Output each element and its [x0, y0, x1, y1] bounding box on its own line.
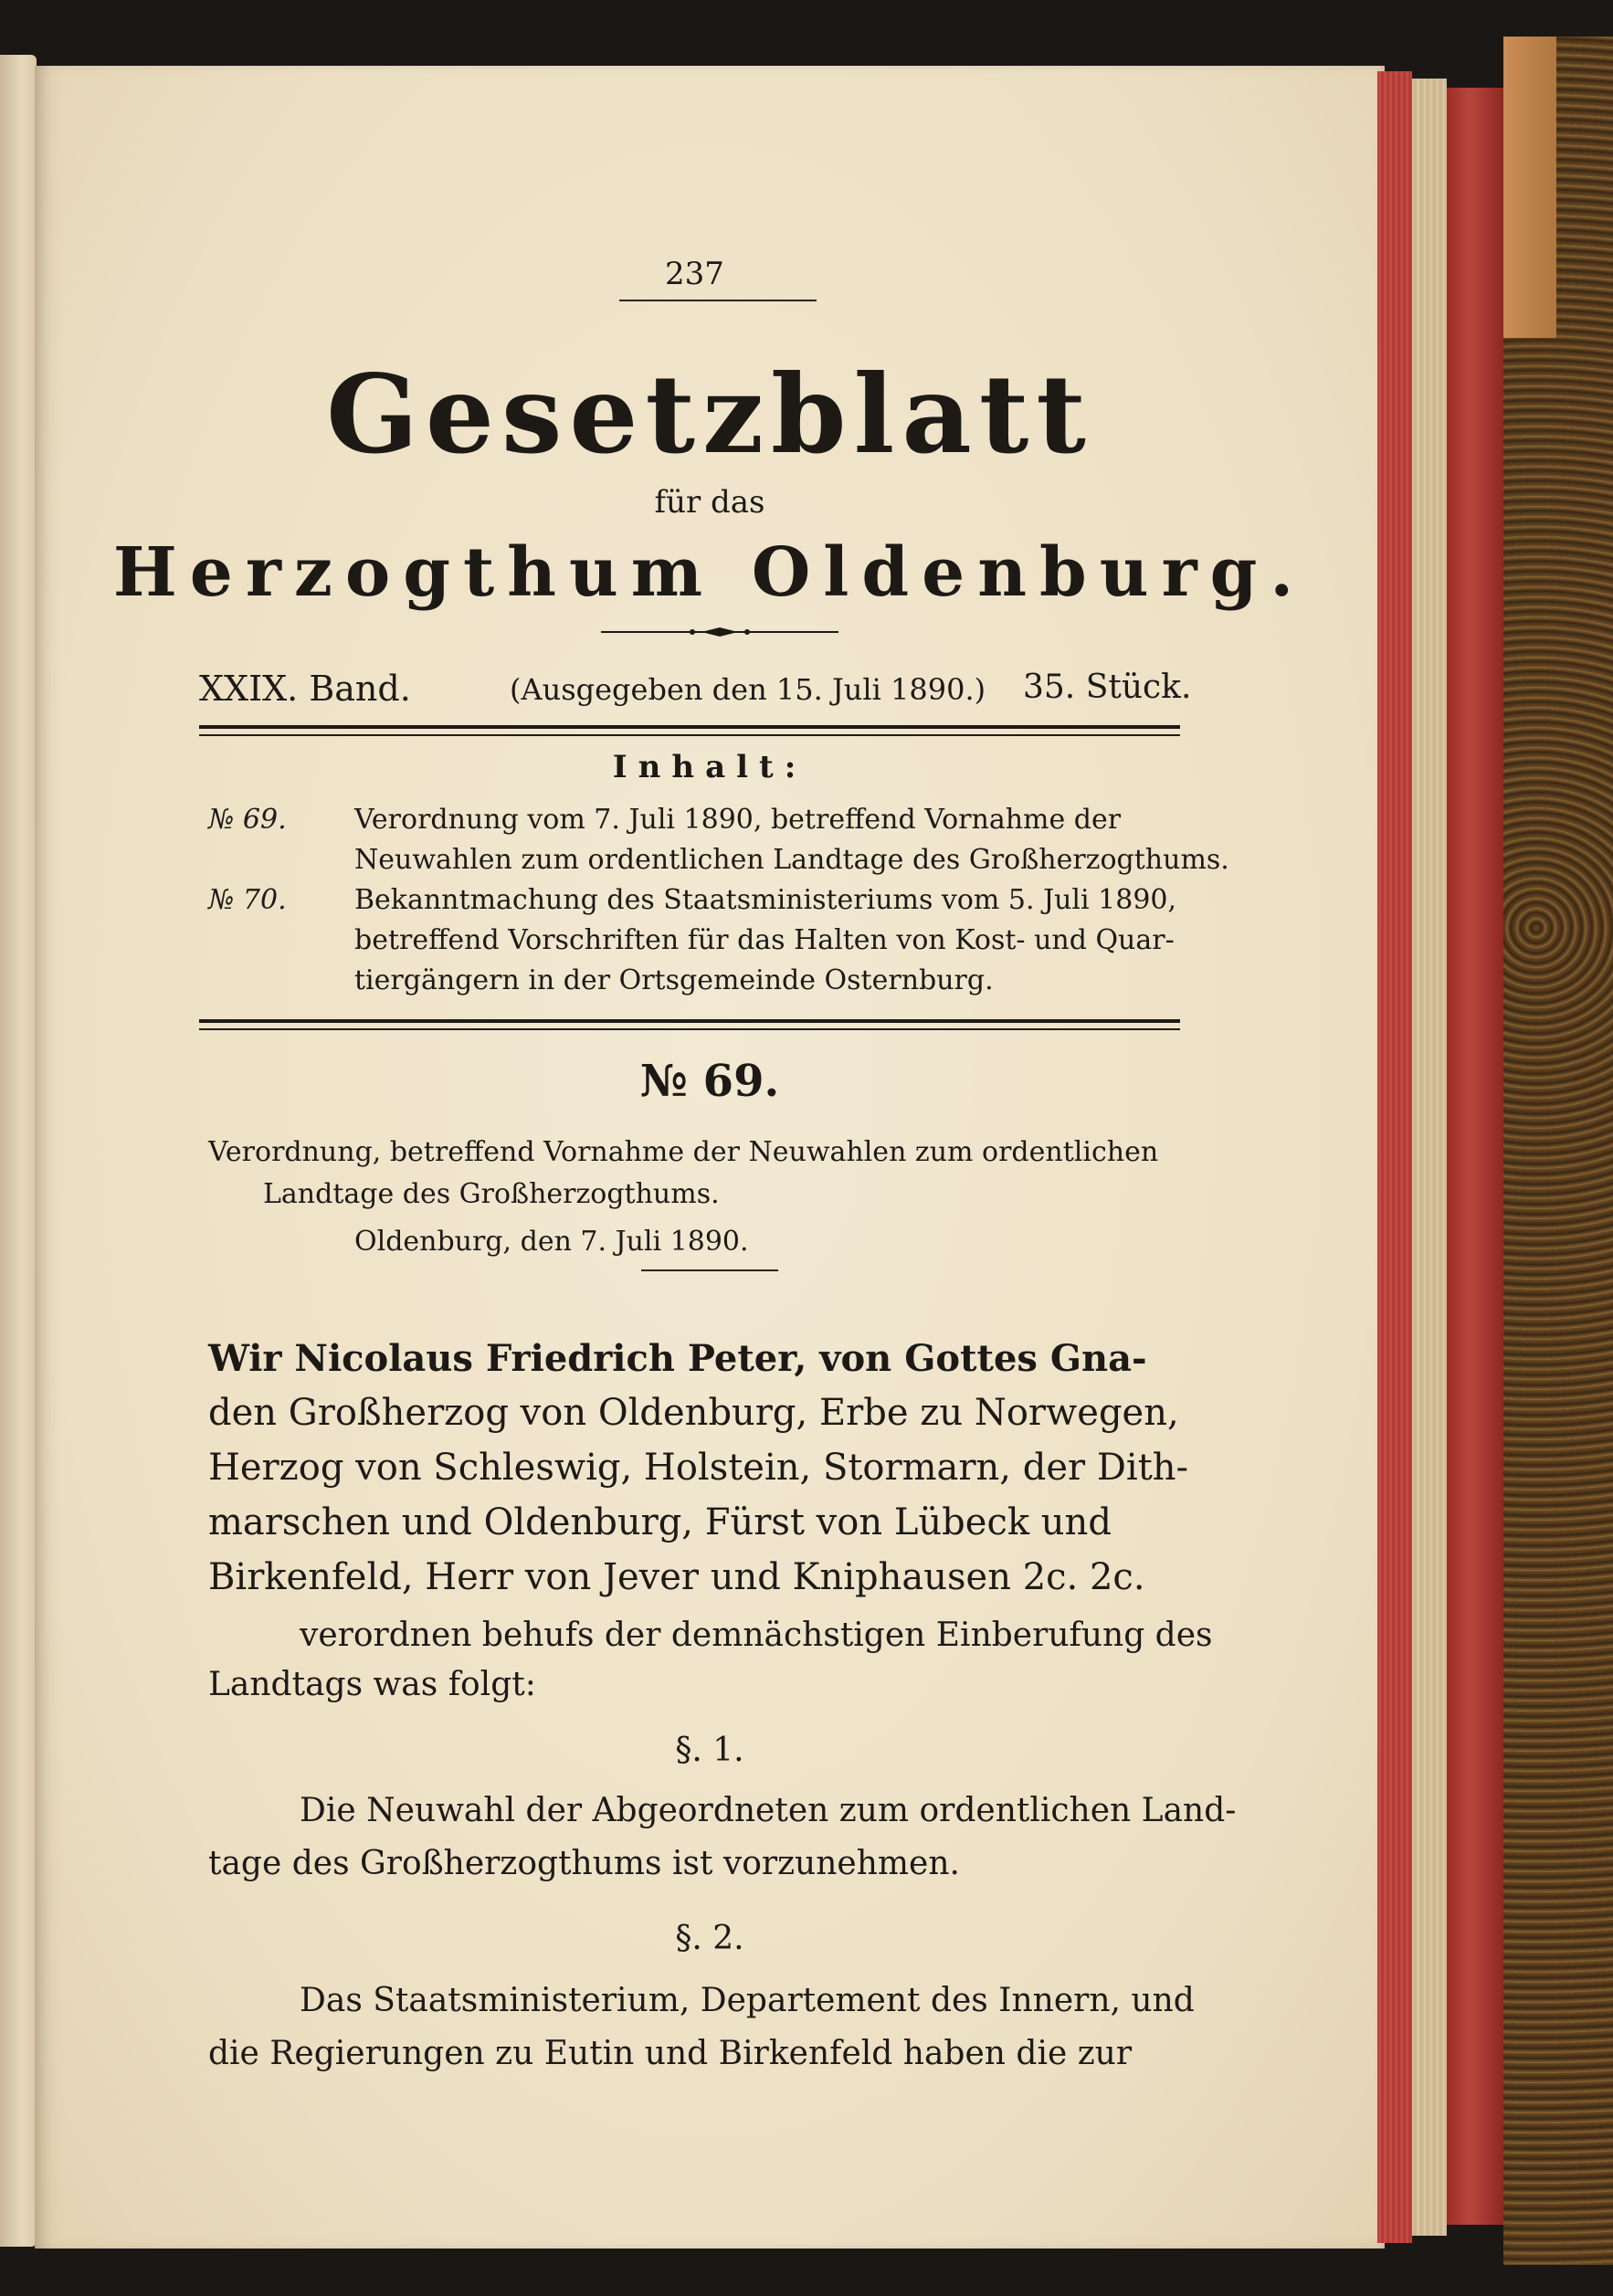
- book-cover-corner: [1503, 37, 1556, 338]
- contents-rule-top: [199, 1019, 1180, 1023]
- toc-item-number: № 70.: [208, 884, 287, 916]
- header-rule-bottom: [199, 734, 1180, 736]
- page-block-edge: [1377, 71, 1412, 2243]
- page-number-rule: [619, 300, 817, 301]
- preamble-line: marschen und Oldenburg, Fürst von Lübeck und: [208, 1501, 1112, 1543]
- page-block-edge: [1412, 79, 1447, 2236]
- section-number: № 69.: [639, 1056, 780, 1107]
- left-page-edge: [0, 55, 37, 2247]
- preamble-line: Wir Nicolaus Friedrich Peter, von Gottes Gna-: [208, 1337, 1147, 1380]
- book-page: [35, 66, 1385, 2249]
- book-cover: [1503, 37, 1613, 2265]
- toc-item-line: betreffend Vorschriften für das Halten von Kost- und Quar-: [354, 924, 1175, 956]
- decree-line: verordnen behufs der demnächstigen Einberufung des: [300, 1617, 1213, 1654]
- volume-label: XXIX. Band.: [199, 669, 411, 709]
- ornament-divider: [601, 627, 838, 637]
- contents-rule-bottom: [199, 1028, 1180, 1030]
- masthead-subtitle: Herzogthum Oldenburg.: [112, 533, 1307, 612]
- decree-line: Landtags was folgt:: [208, 1666, 536, 1703]
- paragraph-heading: §. 1.: [675, 1732, 744, 1769]
- toc-item-line: Verordnung vom 7. Juli 1890, betreffend Vornahme der: [354, 804, 1122, 836]
- paragraph-line: die Regierungen zu Eutin und Birkenfeld haben die zur: [208, 2035, 1133, 2072]
- masthead-title: Gesetzblatt: [326, 351, 1093, 478]
- contents-heading: Inhalt:: [612, 749, 807, 785]
- preamble-line: Herzog von Schleswig, Holstein, Stormarn, der Dith-: [208, 1447, 1189, 1489]
- issue-date: (Ausgegeben den 15. Juli 1890.): [510, 672, 986, 707]
- piece-number: 35. Stück.: [1023, 669, 1192, 706]
- page-block-edge: [1447, 88, 1503, 2225]
- paragraph-heading: §. 2.: [675, 1920, 744, 1957]
- paragraph-line: Das Staatsministerium, Departement des Innern, und: [300, 1982, 1195, 2019]
- page-number: 237: [665, 256, 724, 292]
- toc-item-line: Bekanntmachung des Staatsministeriums vom 5. Juli 1890,: [354, 884, 1177, 916]
- section-place-date: Oldenburg, den 7. Juli 1890.: [354, 1226, 749, 1258]
- toc-item-line: tiergängern in der Ortsgemeinde Osternburg.: [354, 964, 994, 996]
- preamble-line: Birkenfeld, Herr von Jever und Kniphausen 2c. 2c.: [208, 1556, 1145, 1598]
- preamble-line: den Großherzog von Oldenburg, Erbe zu Norwegen,: [208, 1392, 1179, 1434]
- paragraph-line: tage des Großherzogthums ist vorzunehmen.: [208, 1845, 960, 1882]
- toc-item-line: Neuwahlen zum ordentlichen Landtage des Großherzogthums.: [354, 844, 1229, 876]
- paragraph-line: Die Neuwahl der Abgeordneten zum ordentlichen Land-: [300, 1792, 1237, 1829]
- section-divider: [641, 1269, 778, 1271]
- section-title-line: Verordnung, betreffend Vornahme der Neuwahlen zum ordentlichen: [208, 1136, 1159, 1168]
- section-title-line: Landtage des Großherzogthums.: [263, 1178, 720, 1210]
- header-rule-top: [199, 725, 1180, 729]
- toc-item-number: № 69.: [208, 804, 287, 836]
- masthead-for-the: für das: [654, 484, 765, 521]
